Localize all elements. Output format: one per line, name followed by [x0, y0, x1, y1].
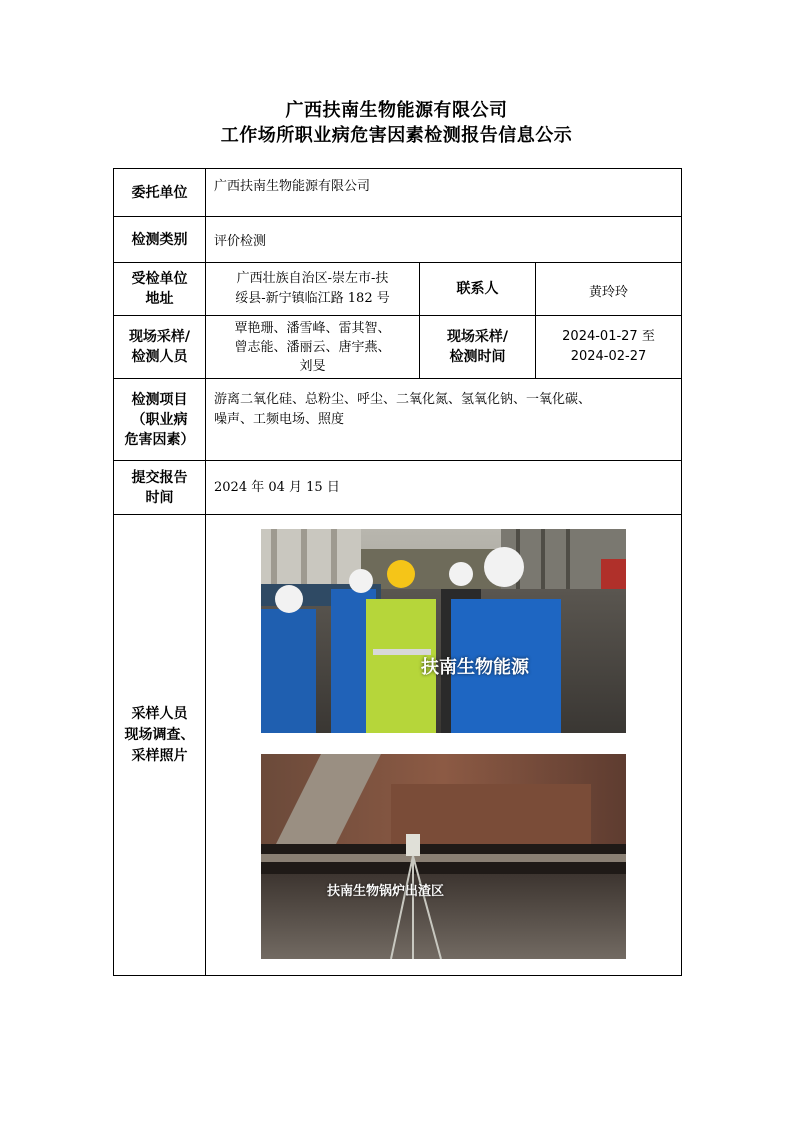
personnel-value-line2: 曾志能、潘丽云、唐宇燕、	[234, 339, 391, 355]
items-label-line1: 检测项目	[131, 391, 188, 408]
client-label: 委托单位	[131, 184, 188, 201]
client-value: 广西扶南生物能源有限公司	[214, 179, 371, 194]
time-label-line1: 现场采样/	[446, 329, 509, 345]
address-label-line2: 地址	[145, 291, 174, 307]
items-label-line2: （职业病	[131, 411, 188, 428]
site-survey-photo-graphic	[261, 529, 626, 733]
time-value	[536, 316, 681, 378]
personnel-label	[114, 316, 205, 378]
document-title-line1: 广西扶南生物能源有限公司	[285, 100, 508, 121]
time-value-line2: 2024-02-27	[570, 349, 647, 364]
report-time-label	[114, 461, 205, 514]
contact-label: 联系人	[456, 281, 499, 297]
items-value-line2: 噪声、工频电场、照度	[214, 412, 345, 427]
sampling-photo-graphic	[261, 754, 626, 959]
category-label: 检测类别	[131, 231, 188, 248]
address-value-line2: 绥县-新宁镇临江路 182 号	[235, 291, 390, 306]
document-title-line2: 工作场所职业病危害因素检测报告信息公示	[220, 125, 573, 146]
personnel-label-line2: 检测人员	[131, 349, 188, 365]
photos-label-line3: 采样照片	[131, 747, 188, 764]
category-value: 评价检测	[214, 234, 267, 249]
photos-label	[114, 515, 205, 975]
personnel-value-line3: 刘旻	[299, 358, 326, 374]
site-survey-photo	[261, 529, 626, 733]
personnel-value	[206, 316, 419, 378]
items-value	[206, 379, 681, 441]
time-label-line2: 检测时间	[449, 349, 506, 365]
time-label	[420, 316, 535, 378]
photos-label-line2: 现场调查、	[124, 726, 195, 743]
photo2-watermark: 扶南生物锅炉出渣区	[327, 884, 445, 899]
items-label-line3: 危害因素）	[124, 431, 195, 448]
photo1-watermark: 扶南生物能源	[421, 657, 529, 678]
personnel-label-line1: 现场采样/	[128, 329, 191, 345]
address-value	[206, 263, 419, 315]
sampling-photo	[261, 754, 626, 959]
report-time-label-line1: 提交报告	[131, 469, 188, 486]
address-label-line1: 受检单位	[131, 271, 188, 287]
address-label	[114, 263, 205, 315]
personnel-value-line1: 覃艳珊、潘雪峰、雷其智、	[234, 320, 391, 336]
items-label	[114, 379, 205, 460]
report-time-value: 2024 年 04 月 15 日	[214, 479, 340, 495]
address-value-line1: 广西壮族自治区-崇左市-扶	[236, 271, 389, 286]
photos-label-line1: 采样人员	[131, 705, 188, 722]
time-value-line1: 2024-01-27 至	[562, 329, 655, 344]
contact-value: 黄玲玲	[588, 284, 628, 300]
report-time-label-line2: 时间	[145, 489, 174, 506]
items-value-line1: 游离二氧化硅、总粉尘、呼尘、二氧化氮、氢氧化钠、一氧化碳、	[214, 392, 592, 407]
